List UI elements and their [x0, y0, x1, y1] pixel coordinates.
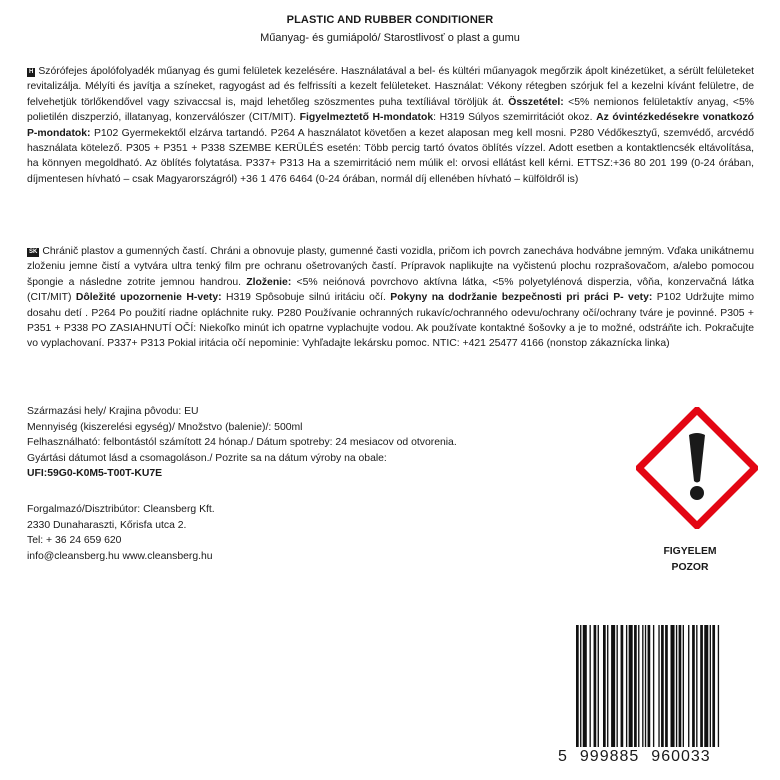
hu-bold-1: Összetétel:	[508, 96, 564, 108]
hungarian-section	[27, 64, 754, 187]
hu-text-1: Szórófejes ápolófolyadék műanyag és gumi felületek kezelésére. Használatával a bel- és kültéri műanyagok megőrzik ápolt kinézetüket, a sérült felületeket revitalizálja. Mélyíti és javítja a színeket, ragyogást ad és felfrissíti a kezelt felületeket. Használat: Vékony rétegben szórjuk fel a kezelni kívánt felületre, de felvehetjük törlőkendővel vagy szivaccsal is, majd lehetőleg szöszmentes puha textíliával töröljük át.	[27, 66, 754, 108]
barcode-bar	[580, 625, 581, 747]
barcode-bar	[617, 625, 618, 747]
hu-bold-2: Figyelmeztető H-mondatok	[299, 112, 434, 124]
signal-word-hu: FIGYELEM	[663, 546, 717, 557]
barcode-bar	[676, 625, 677, 747]
barcode-bar	[583, 625, 587, 747]
barcode-bar	[653, 625, 654, 747]
barcode-bar	[700, 625, 703, 747]
barcode-bar	[607, 625, 608, 747]
barcode-bar	[658, 625, 659, 747]
distributor-name: Forgalmazó/Disztribútor: Cleansberg Kft.	[27, 504, 215, 515]
barcode-bar	[638, 625, 639, 747]
hu-text-2: <5% nemionos felületaktív anyag, <5% polietilén diszperzió, illatanyag, konzerválószer (CIT/MIT).	[27, 96, 754, 124]
barcode-bar	[704, 625, 708, 747]
quantity-line: Mennyiség (kiszerelési egység)/ Množstvo (balenie)/: 500ml	[27, 421, 303, 433]
sk-text-4: P102 Udržujte mimo dosahu detí . P264 Po použití riadne opláchnite ruky. P280 Používanie ochranných rukavíc/ochranného odevu/ochrany očí/ochrany tváre je povinné. P305 + P351 + P338 PO ZASIAHNUTÍ OČÍ: Niekoľko minút ich opatrne vyplachujte vodou. Ak používate kontaktné šošovky a je to možné, odstráňte ich. Pokračujte vo vyplachovaní. P337+ P313 Pokial iritácia očí nepominie: Vyhľadajte lekársku pomoc. NTIC: +421 25477 4166 (nonstop zákaznícka linka)	[27, 292, 754, 350]
barcode-bar	[598, 625, 599, 747]
barcode-bar	[648, 625, 651, 747]
barcode-bar	[712, 625, 715, 747]
sk-flag-badge: SK	[29, 249, 38, 255]
barcode-digits-left: 999885	[579, 748, 640, 765]
distributor-info	[27, 502, 215, 564]
origin-line: Származási hely/ Krajina pôvodu: EU	[27, 406, 199, 417]
barcode-bar	[671, 625, 675, 747]
barcode-bar	[621, 625, 624, 747]
sk-text-3: H319 Spôsobuje silnú iritáciu očí.	[221, 292, 391, 304]
sk-text-1: Chránič plastov a gumenných častí. Chráni a obnovuje plasty, gumenné časti vozidla, pričom ich povrch zanecháva hodvábne jemným. Vďaka unikátnemu zloženiu jemne čistí a vytvára ultra tenký film pre ochranu ošetrovaných častí. Prípravok naplikujte na vyčistenú plochu rozprašovačom, a/alebo pomocou špongie a následne zotrite jemnou handrou.	[27, 246, 754, 288]
sk-bold-2: Dôležité upozornenie H-vety:	[75, 292, 222, 304]
hu-flag-badge: H	[29, 69, 34, 75]
usable-line: Felhasználható: felbontástól számított 24 hónap./ Dátum spotreby: 24 mesiacov od otvorenia.	[27, 437, 457, 448]
barcode-bar	[590, 625, 591, 747]
barcode-bar	[629, 625, 633, 747]
signal-words	[640, 544, 740, 575]
barcode-bar	[683, 625, 684, 747]
hu-bold-3: Az óvintézkedésekre vonatkozó P-mondatok:	[27, 112, 755, 139]
ufi-code: UFI:59G0-K0M5-T00T-KU7E	[27, 468, 163, 479]
barcode-digit-first: 5	[558, 748, 568, 765]
sk-text-2: <5% neiónová povrchovo aktívna látka, <5% polyetylénová disperzia, vôňa, konzervačná látka (CIT/MIT)	[27, 276, 754, 304]
distributor-web: info@cleansberg.hu www.cleansberg.hu	[27, 550, 213, 562]
barcode-bar	[603, 625, 606, 747]
barcode-bar	[710, 625, 711, 747]
sk-bold-1: Zloženie:	[246, 276, 292, 288]
barcode	[574, 625, 754, 747]
barcode-bar	[594, 625, 597, 747]
product-title: PLASTIC AND RUBBER CONDITIONER	[286, 14, 494, 26]
barcode-bar	[688, 625, 689, 747]
barcode-bar	[696, 625, 697, 747]
origin-info	[27, 404, 457, 482]
hu-text-3: : H319 Súlyos szemirritációt okoz.	[433, 112, 597, 124]
exclamation-mark-icon	[636, 407, 758, 529]
barcode-bar	[642, 625, 643, 747]
barcode-bar	[718, 625, 719, 747]
distributor-phone: Tel: + 36 24 659 620	[27, 535, 122, 546]
barcode-number	[558, 748, 723, 766]
barcode-bar	[576, 625, 579, 747]
signal-word-sk: POZOR	[671, 561, 709, 573]
barcode-bar	[661, 625, 664, 747]
barcode-bar	[626, 625, 627, 747]
product-subtitle: Műanyag- és gumiápoló/ Starostlivosť o plast a gumu	[260, 32, 520, 44]
sk-bold-3: Pokyny na dodržanie bezpečnosti pri práci P- vety:	[390, 292, 653, 304]
barcode-bar	[679, 625, 682, 747]
barcode-bar	[645, 625, 646, 747]
hu-text-4: P102 Gyermekektől elzárva tartandó. P264 A használatot követően a kezet alaposan meg kell mosni. P280 Védőkesztyű, szemvédő, arcvédő használata kötelező. P305 + P351 + P338 SZEMBE KERÜLÉS esetén: Több percig tartó óvatos öblítés vízzel. Adott esetben a kontaktlencsék eltávolítása, ha könnyen megoldható. Az öblítés folytatása. P337+ P313 Ha a szemirritáció nem múlik el: orvosi ellátást kell kérni. ETTSZ:+36 80 201 199 (0-24 órában, díjmentesen hívható – csak Magyarországról) +36 1 476 6464 (0-24 órában, normál díj ellenében hívható – külföldről is)	[27, 127, 754, 185]
barcode-bar	[665, 625, 668, 747]
distributor-address: 2330 Dunaharaszti, Kőrisfa utca 2.	[27, 519, 187, 531]
barcode-digits-right: 960033	[651, 748, 711, 765]
production-date-line: Gyártási dátumot lásd a csomagoláson./ Pozrite sa na dátum výroby na obale:	[27, 452, 387, 464]
barcode-bar	[692, 625, 695, 747]
barcode-bar	[634, 625, 637, 747]
slovak-section	[27, 244, 754, 352]
barcode-bar	[611, 625, 615, 747]
